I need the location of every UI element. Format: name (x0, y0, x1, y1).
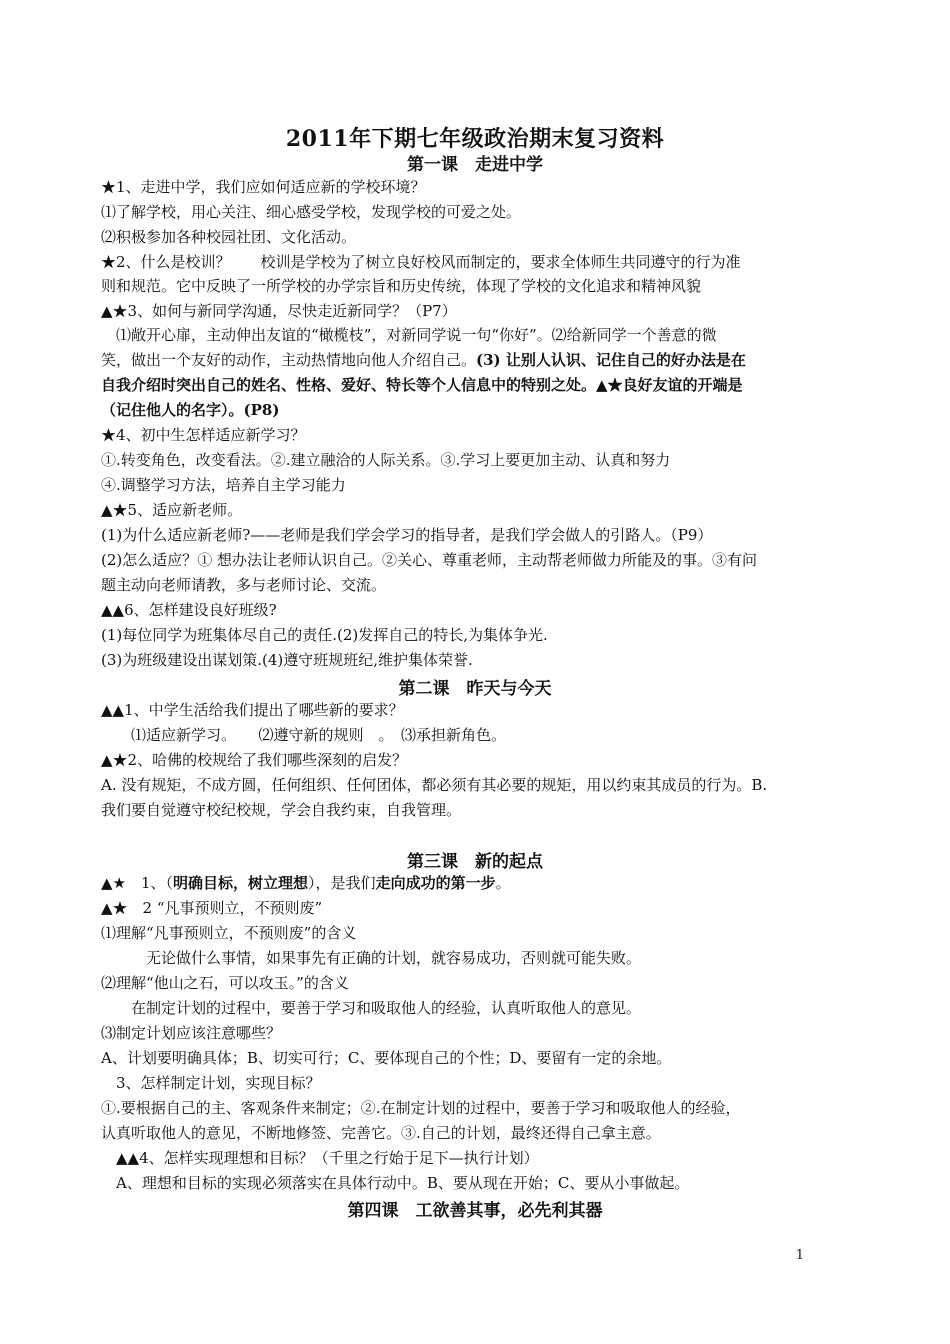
text-line: ★2、什么是校训？ 校训是学校为了树立良好校风而制定的，要求全体师生共同遵守的行为准 (101, 253, 741, 271)
text-line: ▲★ 2 “凡事预则立，不预则废” (101, 899, 323, 917)
text-line: 题主动向老师请教，多与老师讨论、交流。 (101, 576, 387, 594)
text-line: ⑴理解“凡事预则立，不预则废”的含义 (101, 924, 357, 942)
text-line: ⑵理解“他山之石，可以攻玉。”的含义 (101, 974, 349, 992)
lesson-heading-4: 第四课 工欲善其事，必先利其器 (347, 1201, 603, 1221)
text-line: ▲★3、如何与新同学沟通，尽快走近新同学？（P7） (101, 302, 457, 320)
text-line: ▲★5、适应新老师。 (101, 501, 243, 519)
text-line: (3)为班级建设出谋划策.(4)遵守班规班纪,维护集体荣誉. (101, 651, 473, 669)
text-line: 无论做什么事情，如果事先有正确的计划，就容易成功，否则就可能失败。 (101, 949, 642, 967)
text-line: ⑴适应新学习。 ⑵遵守新的规则 。 ⑶承担新角色。 (101, 726, 507, 744)
text-line (101, 871, 813, 895)
text-line: ⑶制定计划应该注意哪些？ (101, 1024, 282, 1042)
text-line: A、理想和目标的实现必须落实在具体行动中。B、要从现在开始；C、要从小事做起。 (101, 1174, 690, 1192)
text-line: ▲★2、哈佛的校规给了我们哪些深刻的启发？ (101, 751, 408, 769)
text-line: ⑴了解学校，用心关注、细心感受学校，发现学校的可爱之处。 (101, 203, 522, 221)
text-segment-bold: 走向成功的第一步 (375, 874, 496, 892)
text-segment-bold: (3) 让别人认识、记住自己的好办法是在 (476, 351, 746, 369)
text-line: (2)怎么适应？① 想办法让老师认识自己。②关心、尊重老师，主动帮老师做力所能及的事。③有问 (101, 551, 758, 569)
text-line: 我们要自觉遵守校纪校规，学会自我约束，自我管理。 (101, 801, 462, 819)
text-line: ①.转变角色，改变看法。②.建立融洽的人际关系。③.学习上要更加主动、认真和努力 (101, 451, 671, 469)
text-segment: ▲★ 1、（ (101, 874, 174, 892)
text-line: ⑵积极参加各种校园社团、文化活动。 (101, 228, 357, 246)
text-line: ▲▲4、怎样实现理想和目标？（千里之行始于足下—执行计划） (101, 1149, 539, 1167)
text-line (101, 348, 813, 372)
lesson-heading-3: 第三课 新的起点 (407, 852, 543, 872)
lesson-heading-1: 第一课 走进中学 (407, 155, 543, 175)
text-line: ▲▲6、怎样建设良好班级? (101, 601, 277, 619)
text-line: ⑴敞开心扉，主动伸出友谊的“橄榄枝”，对新同学说一句“你好”。⑵给新同学一个善意的微 (101, 326, 717, 344)
text-line: 在制定计划的过程中，要善于学习和吸取他人的经验，认真听取他人的意见。 (101, 999, 642, 1017)
text-segment: 。 (495, 874, 511, 892)
text-segment: 笑，做出一个友好的动作，主动热情地向他人介绍自己。 (101, 351, 477, 369)
page-number: 1 (795, 1248, 804, 1263)
text-line: ④.调整学习方法，培养自主学习能力 (101, 476, 346, 494)
text-line: A、计划要明确具体；B、切实可行；C、要体现自己的个性；D、要留有一定的余地。 (101, 1049, 672, 1067)
text-line: （记住他人的名字）。(P8) (101, 401, 280, 419)
text-line: ★4、初中生怎样适应新学习？ (101, 426, 306, 444)
document-title: 2011年下期七年级政治期末复习资料 (285, 126, 665, 152)
text-line: ①.要根据自己的主、客观条件来制定；②.在制定计划的过程中，要善于学习和吸取他人的经验， (101, 1099, 741, 1117)
text-line: ▲▲1、中学生活给我们提出了哪些新的要求？ (101, 701, 404, 719)
text-line: 3、怎样制定计划，实现目标？ (101, 1074, 321, 1092)
text-segment-bold: 明确目标，树立理想 (173, 874, 309, 892)
text-line: 则和规范。它中反映了一所学校的办学宗旨和历史传统，体现了学校的文化追求和精神风貌 (101, 277, 702, 295)
text-line: 自我介绍时突出自己的姓名、性格、爱好、特长等个人信息中的特别之处。▲★良好友谊的开端是 (101, 376, 743, 394)
text-line: (1)为什么适应新老师?——老师是我们学会学习的指导者，是我们学会做人的引路人。（P9） (101, 526, 713, 544)
text-segment: ），是我们 (308, 874, 376, 892)
lesson-heading-2: 第二课 昨天与今天 (398, 679, 552, 699)
text-line: A. 没有规矩，不成方圆，任何组织、任何团体，都必须有其必要的规矩，用以约束其成员的行为。B. (101, 776, 768, 794)
text-line: ★1、走进中学，我们应如何适应新的学校环境？ (101, 178, 426, 196)
text-line: 认真听取他人的意见，不断地修签、完善它。③.自己的计划，最终还得自己拿主意。 (101, 1124, 661, 1142)
text-line: (1)每位同学为班集体尽自己的责任.(2)发挥自己的特长,为集体争光. (101, 626, 548, 644)
